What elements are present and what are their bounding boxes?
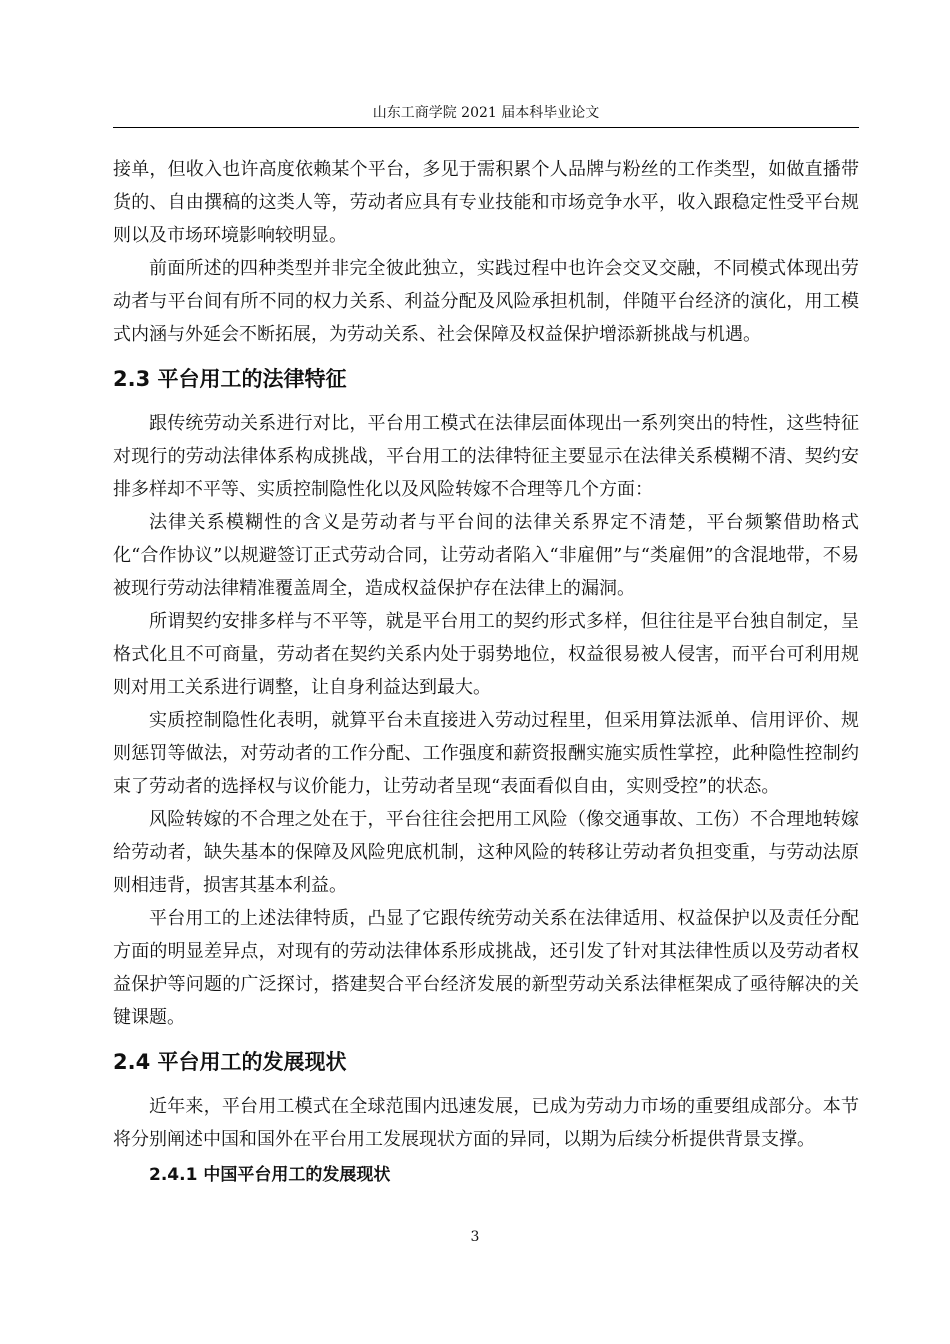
paragraph: 跟传统劳动关系进行对比，平台用工模式在法律层面体现出一系列突出的特性，这些特征对现行的劳动法律体系构成挑战，平台用工的法律特征主要显示在法律关系模糊不清、契约安排多样却不平等、实质控制隐性化以及风险转嫁不合理等几个方面： [113, 413, 859, 500]
page-number: 3 [470, 1229, 480, 1245]
paragraph: 所谓契约安排多样与不平等，就是平台用工的契约形式多样，但往往是平台独自制定，呈格式化且不可商量，劳动者在契约关系内处于弱势地位，权益很易被人侵害，而平台可利用规则对用工关系进行调整，让自身利益达到最大。 [113, 611, 859, 698]
header-divider [113, 127, 859, 128]
subsection-heading-2-4-1: 2.4.1 中国平台用工的发展现状 [149, 1165, 391, 1185]
paragraph: 风险转嫁的不合理之处在于，平台往往会把用工风险（像交通事故、工伤）不合理地转嫁给劳动者，缺失基本的保障及风险兜底机制，这种风险的转移让劳动者负担变重，与劳动法原则相违背，损害其基本利益。 [113, 809, 859, 896]
paragraph: 法律关系模糊性的含义是劳动者与平台间的法律关系界定不清楚，平台频繁借助格式化“合作协议”以规避签订正式劳动合同，让劳动者陷入“非雇佣”与“类雇佣”的含混地带，不易被现行劳动法律精准覆盖周全，造成权益保护存在法律上的漏洞。 [113, 512, 859, 599]
paragraph: 前面所述的四种类型并非完全彼此独立，实践过程中也许会交叉交融，不同模式体现出劳动者与平台间有所不同的权力关系、利益分配及风险承担机制，伴随平台经济的演化，用工模式内涵与外延会不断拓展，为劳动关系、社会保障及权益保护增添新挑战与机遇。 [113, 258, 859, 345]
paragraph-continued: 接单，但收入也许高度依赖某个平台，多见于需积累个人品牌与粉丝的工作类型，如做直播带货的、自由撰稿的这类人等，劳动者应具有专业技能和市场竞争水平，收入跟稳定性受平台规则以及市场环境影响较明显。 [113, 159, 859, 246]
section-heading-2-3: 2.3 平台用工的法律特征 [113, 367, 347, 391]
running-header: 山东工商学院 2021 届本科毕业论文 [372, 105, 600, 121]
paragraph: 平台用工的上述法律特质，凸显了它跟传统劳动关系在法律适用、权益保护以及责任分配方面的明显差异点，对现有的劳动法律体系形成挑战，还引发了针对其法律性质以及劳动者权益保护等问题的广泛探讨，搭建契合平台经济发展的新型劳动关系法律框架成了亟待解决的关键课题。 [113, 908, 859, 1028]
paragraph: 实质控制隐性化表明，就算平台未直接进入劳动过程里，但采用算法派单、信用评价、规则惩罚等做法，对劳动者的工作分配、工作强度和薪资报酬实施实质性掌控，此种隐性控制约束了劳动者的选择权与议价能力，让劳动者呈现“表面看似自由，实则受控”的状态。 [113, 710, 859, 797]
paragraph: 近年来，平台用工模式在全球范围内迅速发展，已成为劳动力市场的重要组成部分。本节将分别阐述中国和国外在平台用工发展现状方面的异同，以期为后续分析提供背景支撑。 [113, 1096, 859, 1150]
body-content [113, 153, 859, 1192]
section-heading-2-4: 2.4 平台用工的发展现状 [113, 1050, 347, 1074]
